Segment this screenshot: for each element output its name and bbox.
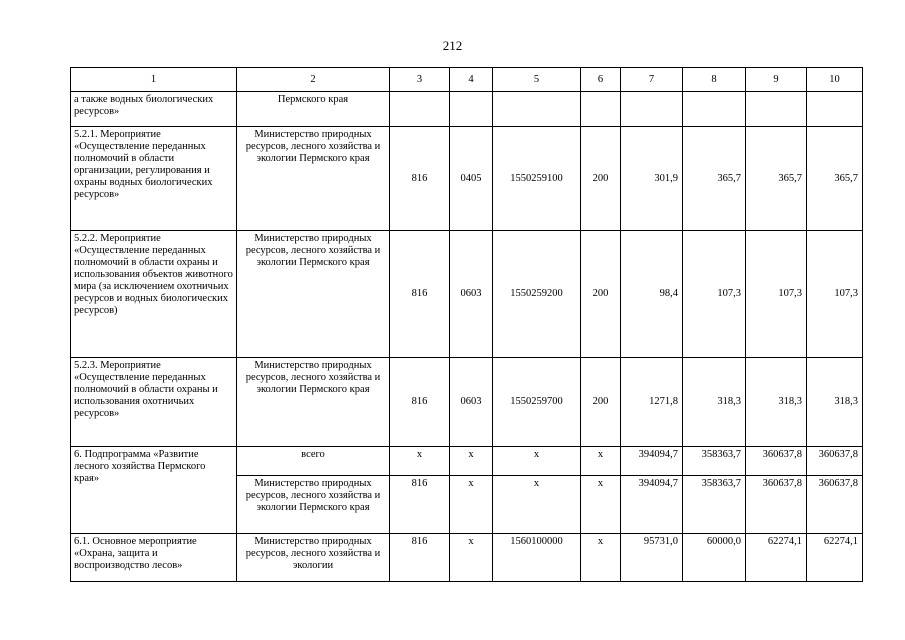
value-cell: 200: [581, 358, 621, 447]
table-row: [71, 92, 863, 127]
value-cell: 1550259100: [493, 127, 581, 231]
header-cell: 4: [450, 68, 493, 92]
value-cell: [390, 92, 450, 127]
value-cell: 1550259200: [493, 231, 581, 358]
value-cell: 1271,8: [621, 358, 683, 447]
header-cell: 9: [746, 68, 807, 92]
value-cell: 365,7: [807, 127, 863, 231]
value-cell: х: [493, 476, 581, 534]
value-cell: 107,3: [807, 231, 863, 358]
value-cell: 358363,7: [683, 447, 746, 476]
value-cell: 816: [390, 358, 450, 447]
value-cell: [683, 92, 746, 127]
header-row: [71, 68, 863, 92]
value-cell: 98,4: [621, 231, 683, 358]
value-cell: х: [581, 534, 621, 582]
activity-cell: 5.2.3. Мероприятие «Осуществление переданных полномочий в области охраны и использования охотничьих ресурсов»: [71, 358, 237, 447]
value-cell: 318,3: [746, 358, 807, 447]
value-cell: 107,3: [683, 231, 746, 358]
value-cell: 365,7: [746, 127, 807, 231]
activity-cell: 5.2.1. Мероприятие «Осуществление переданных полномочий в области организации, регулирования и охраны водных биологических ресурсов»: [71, 127, 237, 231]
value-cell: 1550259700: [493, 358, 581, 447]
value-cell: 60000,0: [683, 534, 746, 582]
value-cell: 0603: [450, 231, 493, 358]
table-row: [71, 127, 863, 231]
activity-cell: а также водных биологических ресурсов»: [71, 92, 237, 127]
header-cell: 1: [71, 68, 237, 92]
admin-cell: Министерство природных ресурсов, лесного хозяйства и экологии Пермского края: [237, 476, 390, 534]
header-cell: 3: [390, 68, 450, 92]
value-cell: [581, 92, 621, 127]
admin-cell: всего: [237, 447, 390, 476]
value-cell: 0603: [450, 358, 493, 447]
value-cell: [746, 92, 807, 127]
value-cell: 200: [581, 127, 621, 231]
value-cell: 318,3: [807, 358, 863, 447]
value-cell: 360637,8: [746, 447, 807, 476]
table-row: [71, 534, 863, 582]
activity-cell: 5.2.2. Мероприятие «Осуществление переданных полномочий в области охраны и использования объектов животного мира (за исключением охотничьих ресурсов и водных биологических ресурсов): [71, 231, 237, 358]
admin-cell: Министерство природных ресурсов, лесного хозяйства и экологии: [237, 534, 390, 582]
value-cell: х: [450, 476, 493, 534]
value-cell: 816: [390, 231, 450, 358]
value-cell: 394094,7: [621, 447, 683, 476]
table-row: [71, 358, 863, 447]
value-cell: 107,3: [746, 231, 807, 358]
budget-table: [70, 67, 863, 582]
header-cell: 6: [581, 68, 621, 92]
value-cell: [807, 92, 863, 127]
subprogram-cell: 6. Подпрограмма «Развитие лесного хозяйства Пермского края»: [71, 447, 237, 534]
value-cell: х: [581, 447, 621, 476]
value-cell: 358363,7: [683, 476, 746, 534]
value-cell: [493, 92, 581, 127]
value-cell: 95731,0: [621, 534, 683, 582]
value-cell: [450, 92, 493, 127]
value-cell: 62274,1: [746, 534, 807, 582]
table-row: [71, 231, 863, 358]
value-cell: 360637,8: [807, 447, 863, 476]
value-cell: х: [450, 447, 493, 476]
header-cell: 2: [237, 68, 390, 92]
value-cell: х: [450, 534, 493, 582]
page-number: 212: [442, 38, 463, 53]
admin-cell: Пермского края: [237, 92, 390, 127]
value-cell: х: [390, 447, 450, 476]
value-cell: 62274,1: [807, 534, 863, 582]
value-cell: [621, 92, 683, 127]
value-cell: 816: [390, 127, 450, 231]
header-cell: 8: [683, 68, 746, 92]
admin-cell: Министерство природных ресурсов, лесного хозяйства и экологии Пермского края: [237, 358, 390, 447]
value-cell: 365,7: [683, 127, 746, 231]
value-cell: 360637,8: [746, 476, 807, 534]
header-cell: 7: [621, 68, 683, 92]
admin-cell: Министерство природных ресурсов, лесного хозяйства и экологии Пермского края: [237, 127, 390, 231]
value-cell: 0405: [450, 127, 493, 231]
value-cell: 200: [581, 231, 621, 358]
header-cell: 10: [807, 68, 863, 92]
value-cell: 1560100000: [493, 534, 581, 582]
header-cell: 5: [493, 68, 581, 92]
value-cell: 816: [390, 534, 450, 582]
value-cell: 318,3: [683, 358, 746, 447]
value-cell: х: [493, 447, 581, 476]
value-cell: 301,9: [621, 127, 683, 231]
admin-cell: Министерство природных ресурсов, лесного хозяйства и экологии Пермского края: [237, 231, 390, 358]
value-cell: 394094,7: [621, 476, 683, 534]
table-row: [71, 447, 863, 476]
value-cell: 816: [390, 476, 450, 534]
value-cell: 360637,8: [807, 476, 863, 534]
activity-cell: 6.1. Основное мероприятие «Охрана, защита и воспроизводство лесов»: [71, 534, 237, 582]
value-cell: х: [581, 476, 621, 534]
